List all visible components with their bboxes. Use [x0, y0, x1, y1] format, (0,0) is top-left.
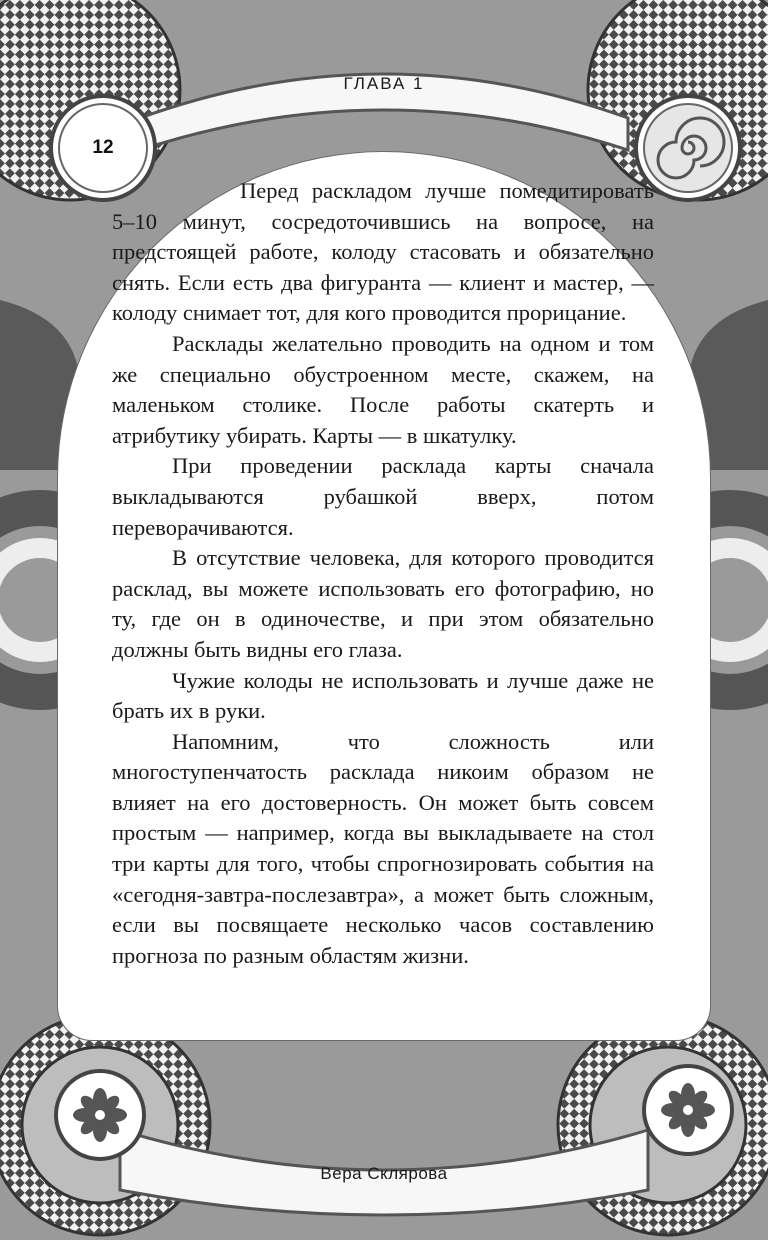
paragraph: Напомним, что сложность или многоступенчатость расклада никоим образом не влияет на его достоверность. Он может быть совсем простым — например, когда вы выкладываете на стол три карты для того, чтобы спрогнозировать события на «сегодня-завтра-послезавтра», а может быть сложным, если вы посвящаете несколько часов составлению прогноза по разным областям жизни.	[112, 728, 654, 968]
paragraph: При проведении расклада карты сначала выкладываются рубашкой вверх, потом переворачиваются.	[112, 453, 654, 540]
paragraph: Чужие колоды не использовать и лучше даже не брать их в руки.	[112, 667, 654, 724]
paragraph: Перед раскладом лучше помедитировать 5–10 минут, сосредоточившись на вопросе, на предстоящей работе, колоду стасовать и обязательно снять. Если есть два фигуранта — клиент и мастер, — колоду снимает тот, для кого проводится прорицание.	[112, 178, 654, 326]
body-text	[112, 176, 654, 971]
flower-medallion-icon	[56, 1071, 144, 1159]
author-footer: Вера Склярова	[320, 1164, 448, 1183]
paragraph: Расклады желательно проводить на одном и том же специально обустроенном месте, скажем, на маленьком столике. После работы скатерть и атрибутику убирать. Карты — в шкатулку.	[112, 330, 654, 448]
page-number: 12	[92, 137, 114, 158]
paragraph: В отсутствие человека, для которого проводится расклад, вы можете использовать его фотографию, но ту, где он в одиночестве, и при этом обязательно должны быть видны его глаза.	[112, 545, 654, 662]
running-head: ГЛАВА 1	[343, 74, 425, 93]
flower-medallion-icon	[644, 1066, 732, 1154]
